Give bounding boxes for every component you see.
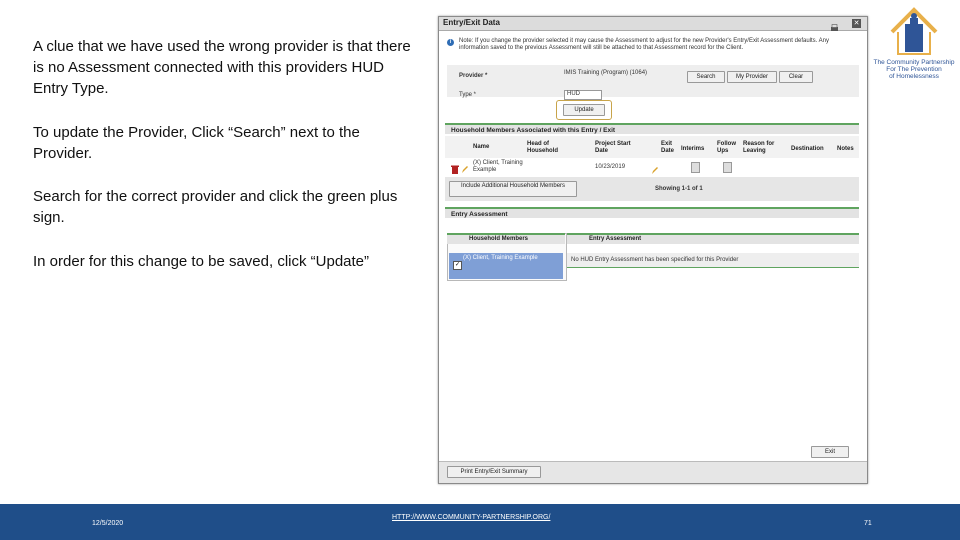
delete-icon[interactable] xyxy=(451,161,459,170)
provider-label: Provider * xyxy=(459,73,488,79)
type-select[interactable]: HUD xyxy=(564,90,602,100)
follow-ups-icon[interactable] xyxy=(723,162,732,173)
col-head-of-household: Head of Household xyxy=(527,141,558,154)
type-label: Type * xyxy=(459,92,477,98)
col-follow-ups: Follow Ups xyxy=(717,141,736,154)
instruction-wrong-provider: A clue that we have used the wrong provider is that there is no Assessment connected with this providers HUD Entry Type. xyxy=(33,38,411,97)
exit-button[interactable]: Exit xyxy=(811,446,849,458)
close-icon[interactable]: ✕ xyxy=(853,20,860,27)
print-icon[interactable] xyxy=(830,19,839,27)
col-exit-date: Exit Date xyxy=(661,141,675,154)
info-icon: i xyxy=(447,39,454,46)
footer-date: 12/5/2020 xyxy=(92,520,124,527)
footer-page-number: 71 xyxy=(864,520,872,527)
no-assessment-message: No HUD Entry Assessment has been specified for this Provider xyxy=(571,257,739,263)
household-section-header: Household Members Associated with this Entry / Exit xyxy=(445,123,859,134)
date-edit-icon[interactable] xyxy=(651,162,659,171)
instruction-click-search: To update the Provider, Click “Search” next to the Provider. xyxy=(33,124,360,162)
household-members-tab[interactable]: Household Members xyxy=(469,236,529,242)
house-logo-icon xyxy=(868,2,960,58)
col-interims: Interims xyxy=(681,146,705,152)
logo-line-3: of Homelessness xyxy=(889,73,939,80)
instruction-click-update: In order for this change to be saved, click “Update” xyxy=(33,253,370,270)
entry-assessment-tab[interactable]: Entry Assessment xyxy=(589,236,642,242)
update-button[interactable]: Update xyxy=(563,104,605,116)
col-reason-for-leaving: Reason for Leaving xyxy=(743,141,775,154)
provider-change-note: Note: If you change the provider selected it may cause the Assessment to adjust for the new Provider's Entry/Exit Assessment defaults. Any information saved to the previous Assessment will still be attached to that Assessment record for the Client. xyxy=(459,38,829,51)
instruction-green-plus: Search for the correct provider and click the green plus sign. xyxy=(33,188,398,226)
col-notes: Notes xyxy=(837,146,854,152)
include-household-members-button[interactable]: Include Additional Household Members xyxy=(449,181,577,197)
col-name: Name xyxy=(473,144,490,150)
dialog-title-bar xyxy=(439,17,867,31)
slide-footer xyxy=(0,504,960,540)
dialog-title: Entry/Exit Data xyxy=(443,18,500,27)
clear-button[interactable]: Clear xyxy=(779,71,813,83)
logo-line-2: For The Prevention xyxy=(886,66,942,73)
logo-line-1: The Community Partnership xyxy=(873,59,955,66)
showing-count: Showing 1-1 of 1 xyxy=(655,186,703,192)
member-checkbox[interactable]: ✓ xyxy=(454,262,461,268)
member-item-label: (X) Client, Training Example xyxy=(463,255,538,261)
project-start-date-value: 10/23/2019 xyxy=(595,164,626,170)
interims-icon[interactable] xyxy=(691,162,700,173)
entry-assessment-section-header: Entry Assessment xyxy=(445,207,859,218)
search-button[interactable]: Search xyxy=(687,71,725,83)
household-member-name[interactable]: (X) Client, Training Example xyxy=(473,160,523,173)
edit-pencil-icon[interactable] xyxy=(461,161,469,170)
provider-value: IMIS Training (Program) (1064) xyxy=(564,70,648,76)
my-provider-button[interactable]: My Provider xyxy=(727,71,777,83)
col-destination: Destination xyxy=(791,146,824,152)
col-project-start-date: Project Start Date xyxy=(595,141,631,154)
entry-exit-dialog xyxy=(438,16,868,484)
print-summary-button[interactable]: Print Entry/Exit Summary xyxy=(447,466,541,478)
footer-url-link[interactable]: HTTP://WWW.COMMUNITY-PARTNERSHIP.ORG/ xyxy=(392,514,551,521)
community-partnership-logo xyxy=(868,2,960,82)
